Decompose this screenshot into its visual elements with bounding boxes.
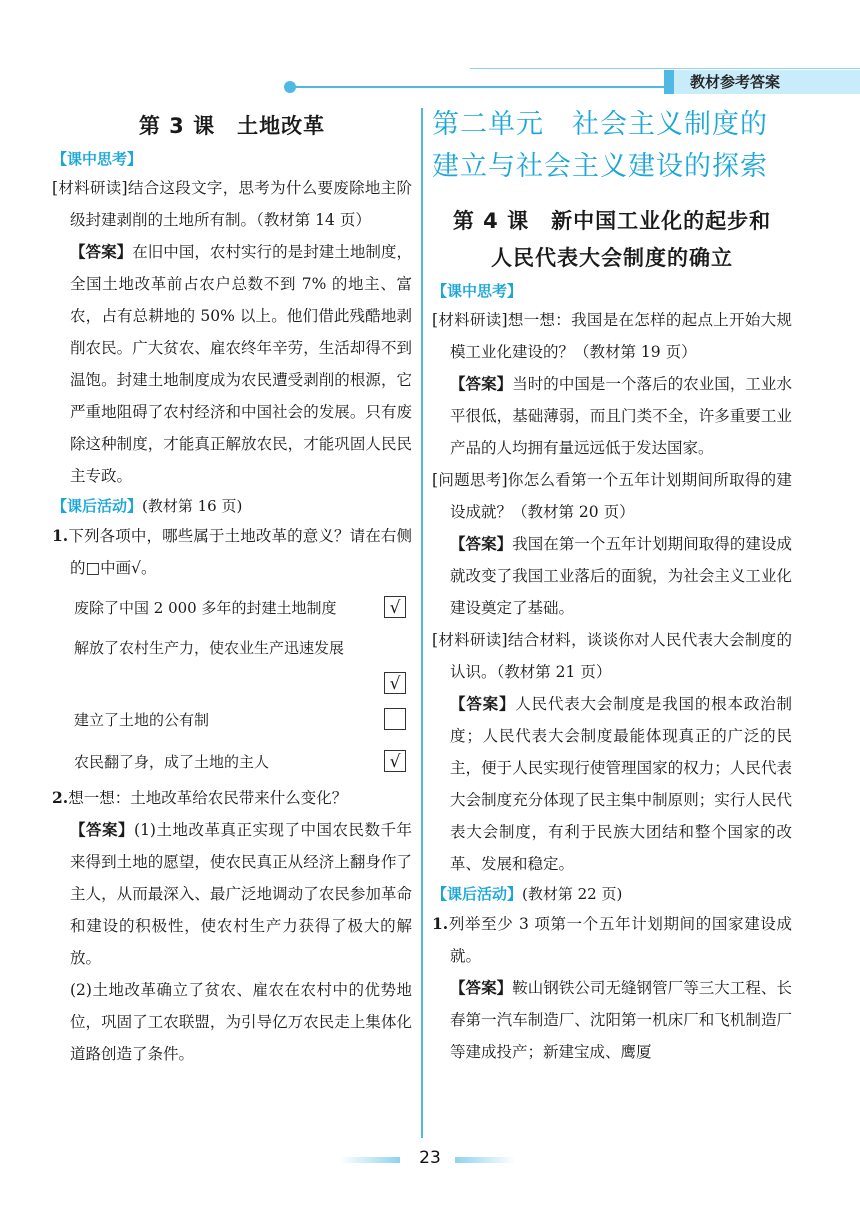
- checkbox-1[interactable]: √: [384, 596, 406, 618]
- option-3: 建立了土地的公有制: [52, 700, 412, 740]
- answer-2-part-1: 【答案】(1)土地改革真正实现了中国农民数千年来得到土地的愿望，使农民真正从经济上翻身作了主人，从而最深入、最广泛地调动了农民参加革命和建设的积极性，使农村生产力获得了极大的解放。: [70, 821, 412, 967]
- question-material: [材料研读]结合这段文字，思考为什么要废除地主阶级封建剥削的土地所有制。（教材第 14 页）: [52, 179, 412, 229]
- left-column: [52, 100, 412, 1070]
- answer-2-part-2: (2)土地改革确立了贫农、雇农在农村中的优势地位，巩固了工农联盟，为引导亿万农民走上集体化道路创造了条件。: [70, 981, 412, 1063]
- option-1: 废除了中国 2 000 多年的封建土地制度 √: [52, 588, 412, 628]
- in-class-tag: 【课中思考】: [432, 282, 523, 300]
- lesson-3-title: 第 3 课 土地改革: [138, 114, 326, 138]
- unit-title-line-1: 第二单元 社会主义制度的: [432, 109, 768, 140]
- after-class-tag: 【课后活动】(教材第 22 页): [432, 885, 623, 903]
- lesson-4-title-line-1: 第 4 课 新中国工业化的起步和: [452, 209, 772, 233]
- answer-1: 【答案】当时的中国是一个落后的农业国，工业水平很低，基础薄弱，而且门类不全，许多重要工业产品的人均拥有量远远低于发达国家。: [450, 375, 792, 457]
- checkbox-4[interactable]: √: [384, 750, 406, 772]
- question-2: 2.想一想：土地改革给农民带来什么变化？: [52, 788, 348, 807]
- answer-2: 【答案】我国在第一个五年计划期间取得的建设成就改变了我国工业落后的面貌，为社会主义工业化建设奠定了基础。: [450, 535, 792, 617]
- question-list: 1.列举至少 3 项第一个五年计划期间的国家建设成就。: [432, 914, 792, 965]
- right-column: [432, 104, 792, 1068]
- unit-title-line-2: 建立与社会主义建设的探索: [432, 151, 768, 182]
- question-material-2: [材料研读]结合材料，谈谈你对人民代表大会制度的认识。（教材第 21 页）: [432, 631, 792, 681]
- question-1: 1.下列各项中，哪些属于土地改革的意义？请在右侧的□中画√。: [52, 526, 412, 577]
- in-class-tag: 【课中思考】: [52, 150, 143, 168]
- question-thinking: [问题思考]你怎么看第一个五年计划期间所取得的建设成就？（教材第 20 页）: [432, 471, 792, 521]
- answer-3: 【答案】人民代表大会制度是我国的根本政治制度；人民代表大会制度最能体现真正的广泛的民主，便于人民实现行使管理国家的权力；人民代表大会制度充分体现了民主集中制原则；实行人民代表大会制度，有利于民族大团结和整个国家的改革、发展和稳定。: [450, 695, 792, 873]
- column-separator: [421, 108, 423, 1138]
- header-dot: [284, 81, 296, 93]
- page-number: 23: [419, 1148, 441, 1168]
- checkbox-2[interactable]: √: [384, 672, 406, 694]
- lesson-4-title-line-2: 人民代表大会制度的确立: [491, 246, 733, 270]
- option-2: 解放了农村生产力，使农业生产迅速发展 √: [52, 628, 412, 698]
- after-class-tag: 【课后活动】(教材第 16 页): [52, 497, 243, 515]
- question-material-1: [材料研读]想一想：我国是在怎样的起点上开始大规模工业化建设的？（教材第 19 页）: [432, 311, 792, 361]
- answer-1: 【答案】在旧中国，农村实行的是封建土地制度，全国土地改革前占农户总数不到 7% 的地主、富农，占有总耕地的 50% 以上。他们借此残酷地剥削农民。广大贫农、雇农终年辛劳，生活却得不到温饱。封建土地制度成为农民遭受剥削的根源，它严重地阻碍了农村经济和中国社会的发展。只有废除这种制度，才能真正解放农民，才能巩固人民民主专政。: [70, 243, 412, 485]
- header-thin-line: [470, 68, 860, 69]
- option-4: 农民翻了身，成了土地的主人 √: [52, 742, 412, 782]
- header-label: 教材参考答案: [664, 70, 860, 94]
- answer-4: 【答案】鞍山钢铁公司无缝钢管厂等三大工程、长春第一汽车制造厂、沈阳第一机床厂和飞机制造厂等建成投产；新建宝成、鹰厦: [450, 979, 792, 1061]
- checkbox-3[interactable]: [384, 708, 406, 730]
